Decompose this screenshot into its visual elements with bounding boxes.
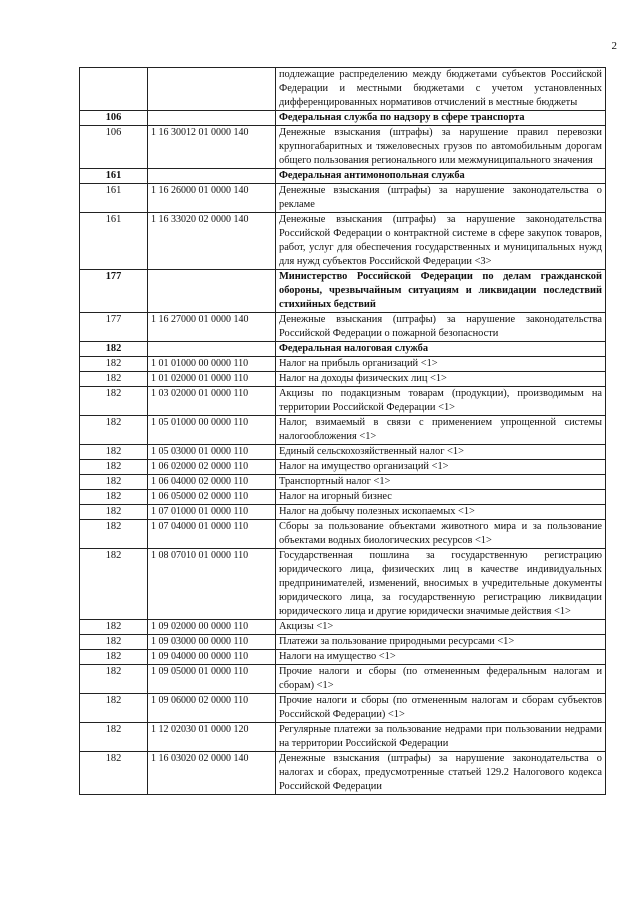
budget-code-cell: 1 07 04000 01 0000 110 — [148, 520, 276, 549]
table-row — [80, 387, 606, 416]
name-cell: Налог на доходы физических лиц <1> — [276, 372, 606, 387]
budget-code-cell: 1 05 01000 00 0000 110 — [148, 416, 276, 445]
name-cell: Налог, взимаемый в связи с применением упрощенной системы налогообложения <1> — [276, 416, 606, 445]
table-row — [80, 126, 606, 169]
name-cell: Прочие налоги и сборы (по отмененным федеральным налогам и сборам) <1> — [276, 665, 606, 694]
admin-code-cell: 182 — [80, 490, 148, 505]
table-row — [80, 416, 606, 445]
table-row — [80, 723, 606, 752]
table-row — [80, 68, 606, 111]
budget-code-cell: 1 06 02000 02 0000 110 — [148, 460, 276, 475]
budget-code-cell: 1 03 02000 01 0000 110 — [148, 387, 276, 416]
name-cell: Акцизы по подакцизным товарам (продукции), производимым на территории Российской Федерации <1> — [276, 387, 606, 416]
admin-code-cell: 161 — [80, 213, 148, 270]
name-cell: Федеральная антимонопольная служба — [276, 169, 606, 184]
table-row — [80, 665, 606, 694]
section-header-row — [80, 342, 606, 357]
admin-code-cell: 182 — [80, 387, 148, 416]
budget-code-cell: 1 06 05000 02 0000 110 — [148, 490, 276, 505]
name-cell: Транспортный налог <1> — [276, 475, 606, 490]
section-header-row — [80, 111, 606, 126]
section-header-row — [80, 169, 606, 184]
table-row — [80, 213, 606, 270]
admin-code-cell: 106 — [80, 126, 148, 169]
admin-code-cell: 182 — [80, 694, 148, 723]
admin-code-cell: 182 — [80, 505, 148, 520]
name-cell: Платежи за пользование природными ресурсами <1> — [276, 635, 606, 650]
table-row — [80, 475, 606, 490]
budget-code-cell: 1 01 02000 01 0000 110 — [148, 372, 276, 387]
table-row — [80, 357, 606, 372]
table-row — [80, 549, 606, 620]
budget-code-cell: 1 09 06000 02 0000 110 — [148, 694, 276, 723]
table-row — [80, 650, 606, 665]
budget-code-cell: 1 16 26000 01 0000 140 — [148, 184, 276, 213]
name-cell: Налог на прибыль организаций <1> — [276, 357, 606, 372]
admin-code-cell: 106 — [80, 111, 148, 126]
admin-code-cell: 182 — [80, 549, 148, 620]
budget-code-cell: 1 12 02030 01 0000 120 — [148, 723, 276, 752]
table-row — [80, 445, 606, 460]
name-cell: Единый сельскохозяйственный налог <1> — [276, 445, 606, 460]
table-row — [80, 460, 606, 475]
admin-code-cell: 182 — [80, 445, 148, 460]
admin-code-cell — [80, 68, 148, 111]
name-cell: Денежные взыскания (штрафы) за нарушение законодательства Российской Федерации о пожарной безопасности — [276, 313, 606, 342]
name-cell: Налог на игорный бизнес — [276, 490, 606, 505]
name-cell: Государственная пошлина за государственную регистрацию юридического лица, физических лиц в качестве индивидуальных предпринимателей, изменений, вносимых в учредительные документы юридического лица, за государственную регистрацию ликвидации юридического лица и другие юридически значимые действия <1> — [276, 549, 606, 620]
table-row — [80, 372, 606, 387]
page-number: 2 — [611, 40, 617, 52]
admin-code-cell: 182 — [80, 475, 148, 490]
name-cell: Министерство Российской Федерации по делам гражданской обороны, чрезвычайным ситуациям и ликвидации последствий стихийных бедствий — [276, 270, 606, 313]
name-cell: Денежные взыскания (штрафы) за нарушение законодательства о налогах и сборах, предусмотренные статьей 129.2 Налогового кодекса Российской Федерации — [276, 752, 606, 795]
admin-code-cell: 182 — [80, 372, 148, 387]
name-cell: Регулярные платежи за пользование недрами при пользовании недрами на территории Российской Федерации — [276, 723, 606, 752]
admin-code-cell: 182 — [80, 460, 148, 475]
budget-code-cell: 1 16 03020 02 0000 140 — [148, 752, 276, 795]
table-row — [80, 620, 606, 635]
budget-code-cell: 1 05 03000 01 0000 110 — [148, 445, 276, 460]
admin-code-cell: 182 — [80, 342, 148, 357]
budget-code-cell: 1 01 01000 00 0000 110 — [148, 357, 276, 372]
name-cell: Федеральная налоговая служба — [276, 342, 606, 357]
admin-code-cell: 177 — [80, 270, 148, 313]
name-cell: Федеральная служба по надзору в сфере транспорта — [276, 111, 606, 126]
admin-code-cell: 182 — [80, 752, 148, 795]
budget-code-cell: 1 06 04000 02 0000 110 — [148, 475, 276, 490]
budget-code-cell: 1 16 30012 01 0000 140 — [148, 126, 276, 169]
admin-code-cell: 182 — [80, 665, 148, 694]
admin-code-cell: 182 — [80, 723, 148, 752]
name-cell: подлежащие распределению между бюджетами субъектов Российской Федерации и местными бюджетами с учетом установленных дифференцированных нормативов отчислений в местные бюджеты — [276, 68, 606, 111]
budget-code-cell — [148, 169, 276, 184]
budget-code-cell: 1 07 01000 01 0000 110 — [148, 505, 276, 520]
budget-code-cell: 1 09 02000 00 0000 110 — [148, 620, 276, 635]
budget-code-cell: 1 16 27000 01 0000 140 — [148, 313, 276, 342]
table-row — [80, 490, 606, 505]
budget-code-cell: 1 09 03000 00 0000 110 — [148, 635, 276, 650]
budget-code-cell — [148, 111, 276, 126]
admin-code-cell: 182 — [80, 620, 148, 635]
budget-code-cell — [148, 270, 276, 313]
name-cell: Налог на добычу полезных ископаемых <1> — [276, 505, 606, 520]
admin-code-cell: 182 — [80, 650, 148, 665]
admin-code-cell: 182 — [80, 520, 148, 549]
admin-code-cell: 161 — [80, 169, 148, 184]
admin-code-cell: 182 — [80, 357, 148, 372]
budget-code-cell: 1 08 07010 01 0000 110 — [148, 549, 276, 620]
table-row — [80, 520, 606, 549]
table-row — [80, 752, 606, 795]
name-cell: Сборы за пользование объектами животного мира и за пользование объектами водных биологических ресурсов <1> — [276, 520, 606, 549]
admin-code-cell: 161 — [80, 184, 148, 213]
budget-code-cell: 1 09 04000 00 0000 110 — [148, 650, 276, 665]
table-row — [80, 505, 606, 520]
admin-code-cell: 177 — [80, 313, 148, 342]
section-header-row — [80, 270, 606, 313]
name-cell: Денежные взыскания (штрафы) за нарушение законодательства о рекламе — [276, 184, 606, 213]
name-cell: Денежные взыскания (штрафы) за нарушение правил перевозки крупногабаритных и тяжеловесных грузов по автомобильным дорогам общего пользования регионального или межмуниципального значения — [276, 126, 606, 169]
table-row — [80, 313, 606, 342]
budget-code-cell — [148, 342, 276, 357]
name-cell: Прочие налоги и сборы (по отмененным налогам и сборам субъектов Российской Федерации) <1> — [276, 694, 606, 723]
budget-code-cell — [148, 68, 276, 111]
table-row — [80, 694, 606, 723]
table-body — [80, 68, 606, 795]
admin-code-cell: 182 — [80, 635, 148, 650]
name-cell: Налог на имущество организаций <1> — [276, 460, 606, 475]
table-row — [80, 635, 606, 650]
name-cell: Акцизы <1> — [276, 620, 606, 635]
budget-table — [79, 67, 606, 795]
admin-code-cell: 182 — [80, 416, 148, 445]
table-row — [80, 184, 606, 213]
budget-code-cell: 1 09 05000 01 0000 110 — [148, 665, 276, 694]
name-cell: Налоги на имущество <1> — [276, 650, 606, 665]
budget-code-cell: 1 16 33020 02 0000 140 — [148, 213, 276, 270]
name-cell: Денежные взыскания (штрафы) за нарушение законодательства Российской Федерации о контрактной системе в сфере закупок товаров, работ, услуг для обеспечения государственных и муниципальных нужд для нужд субъектов Российской Федерации <3> — [276, 213, 606, 270]
